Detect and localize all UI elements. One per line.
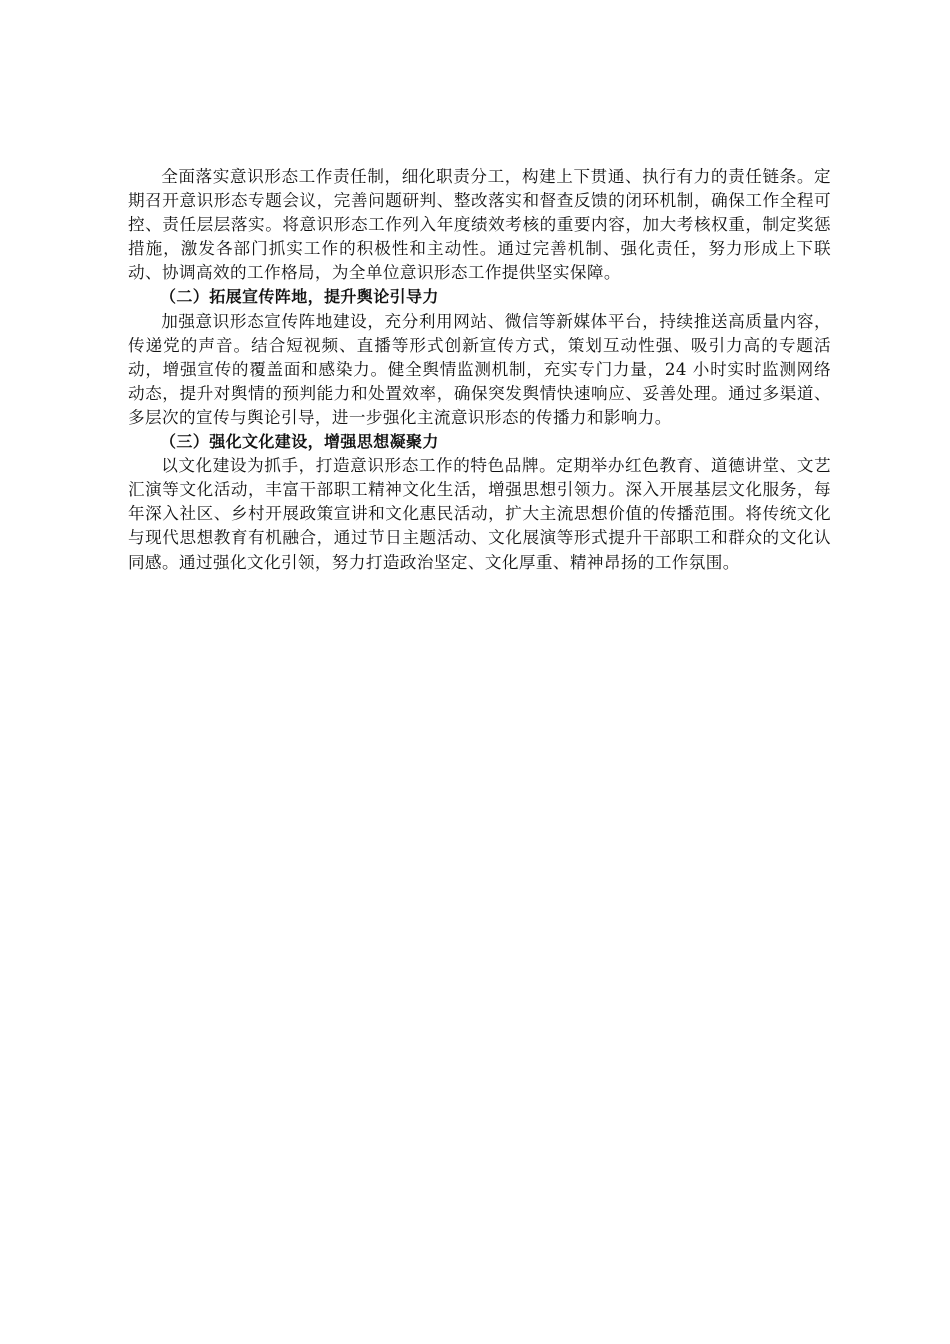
paragraph-culture: 以文化建设为抓手，打造意识形态工作的特色品牌。定期举办红色教育、道德讲堂、文艺汇演等文化活动，丰富干部职工精神文化生活，增强思想引领力。深入开展基层文化服务，每年深入社区、乡村开展政策宣讲和文化惠民活动，扩大主流思想价值的传播范围。将传统文化与现代思想教育有机融合，通过节日主题活动、文化展演等形式提升干部职工和群众的文化认同感。通过强化文化引领，努力打造政治坚定、文化厚重、精神昂扬的工作氛围。 [128,456,831,572]
paragraph-responsibility: 全面落实意识形态工作责任制，细化职责分工，构建上下贯通、执行有力的责任链条。定期召开意识形态专题会议，完善问题研判、整改落实和督查反馈的闭环机制，确保工作全程可控、责任层层落实。将意识形态工作列入年度绩效考核的重要内容，加大考核权重，制定奖惩措施，激发各部门抓实工作的积极性和主动性。通过完善机制、强化责任，努力形成上下联动、协调高效的工作格局，为全单位意识形态工作提供坚实保障。 [128,167,831,283]
document-body [128,165,831,575]
section-heading-culture: （三）强化文化建设，增强思想凝聚力 [160,432,439,452]
section-heading-propaganda: （二）拓展宣传阵地，提升舆论引导力 [160,287,439,307]
paragraph-propaganda: 加强意识形态宣传阵地建设，充分利用网站、微信等新媒体平台，持续推送高质量内容，传递党的声音。结合短视频、直播等形式创新宣传方式，策划互动性强、吸引力高的专题活动，增强宣传的覆盖面和感染力。健全舆情监测机制，充实专门力量，24 小时实时监测网络动态，提升对舆情的预判能力和处置效率，确保突发舆情快速响应、妥善处理。通过多渠道、多层次的宣传与舆论引导，进一步强化主流意识形态的传播力和影响力。 [128,311,831,427]
